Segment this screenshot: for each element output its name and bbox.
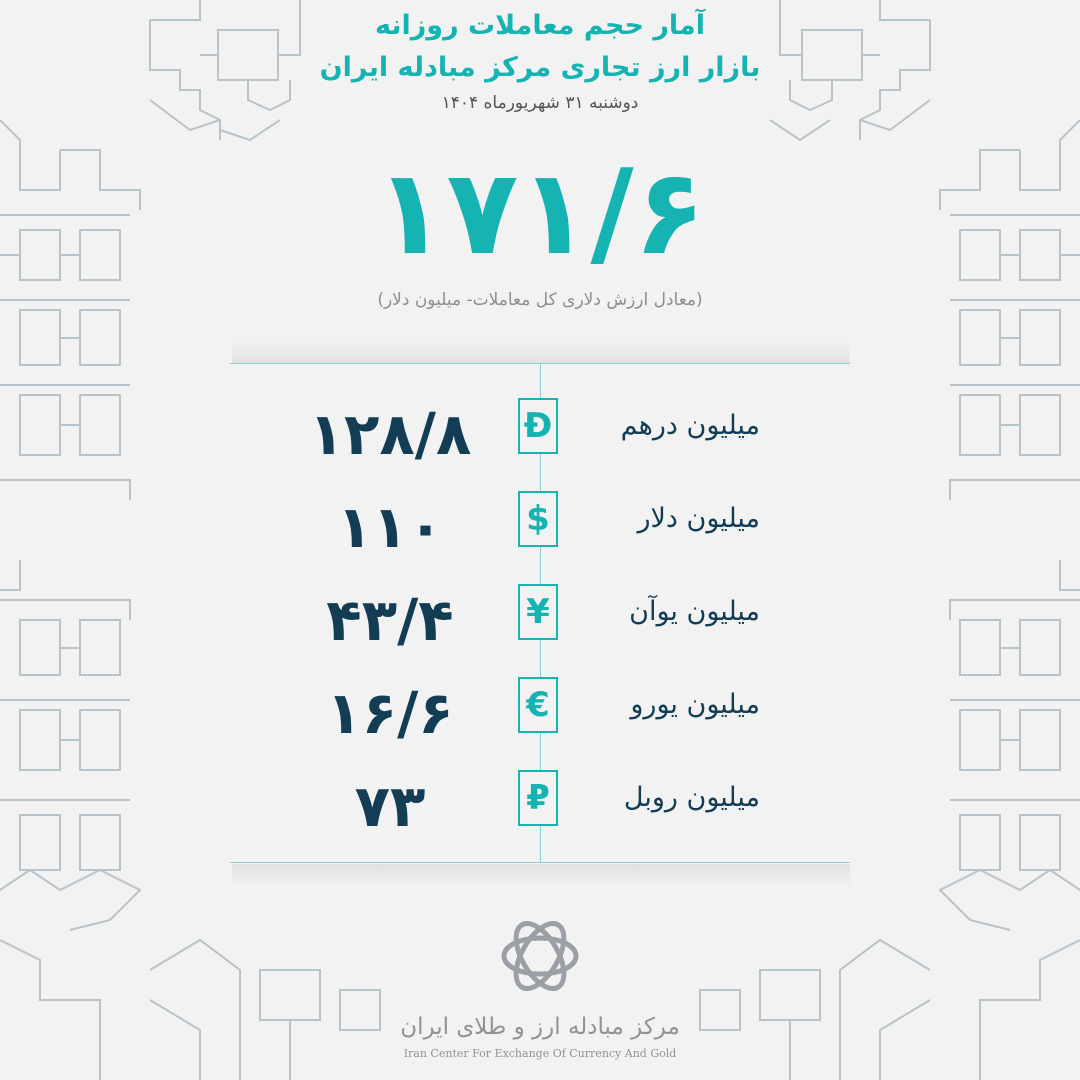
dollar-icon: $	[518, 491, 558, 547]
logo-name-persian: مرکز مبادله ارز و طلای ایران	[400, 1014, 680, 1040]
dirham-icon: Đ	[518, 398, 558, 454]
currency-label: میلیون درهم	[620, 410, 760, 441]
total-value: ۱۷۱/۶	[374, 143, 706, 281]
title-line-1: آمار حجم معاملات روزانه	[374, 10, 706, 41]
logo-emblem-icon	[496, 912, 584, 1000]
currency-value: ۷۳	[354, 772, 426, 840]
title-line-2: بازار ارز تجاری مرکز مبادله ایران	[319, 52, 761, 83]
currency-value: ۱۶/۶	[326, 679, 454, 747]
currency-value: ۴۳/۴	[326, 586, 454, 654]
organization-logo	[400, 912, 680, 1072]
logo-name-english: Iran Center For Exchange Of Currency And Gold	[403, 1047, 677, 1060]
currency-label: میلیون دلار	[637, 503, 760, 534]
currency-table	[230, 388, 850, 853]
total-caption: (معادل ارزش دلاری کل معاملات- میلیون دلار)	[377, 290, 703, 310]
table-bottom-border	[230, 862, 850, 863]
currency-label: میلیون روبل	[623, 782, 760, 813]
currency-row-ruble	[230, 760, 850, 853]
currency-row-dollar	[230, 481, 850, 574]
currency-row-dirham	[230, 388, 850, 481]
ruble-icon: ₽	[518, 770, 558, 826]
currency-label: میلیون یورو	[630, 689, 760, 720]
currency-label: میلیون یوآن	[629, 596, 760, 627]
table-top-shadow	[232, 340, 850, 364]
table-bottom-shadow	[232, 864, 850, 888]
currency-row-yuan	[230, 574, 850, 667]
euro-icon: €	[518, 677, 558, 733]
currency-value: ۱۱۰	[336, 493, 444, 561]
currency-row-euro	[230, 667, 850, 760]
report-date: دوشنبه ۳۱ شهریورماه ۱۴۰۴	[441, 93, 639, 113]
currency-value: ۱۲۸/۸	[308, 400, 472, 468]
yuan-icon: ¥	[518, 584, 558, 640]
